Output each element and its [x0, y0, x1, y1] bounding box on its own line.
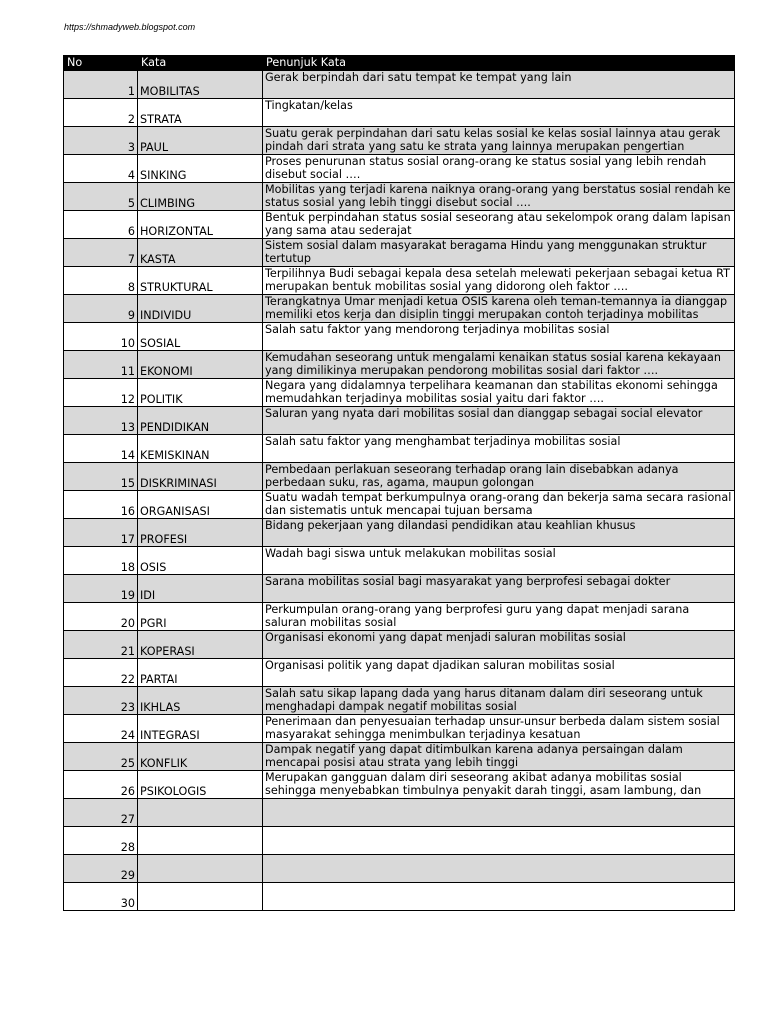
clue-cell	[263, 127, 735, 155]
clue-cell	[263, 883, 735, 911]
table-row	[64, 183, 735, 211]
table-row	[64, 407, 735, 435]
word-cell: SOSIAL	[138, 323, 263, 351]
clue-cell	[263, 211, 735, 239]
clue-cell	[263, 855, 735, 883]
word-cell: IDI	[138, 575, 263, 603]
clue-cell	[263, 183, 735, 211]
clue-cell	[263, 603, 735, 631]
word-cell: DISKRIMINASI	[138, 463, 263, 491]
row-number: 6	[64, 211, 138, 239]
clue-text: Sistem sosial dalam masyarakat beragama Hindu yang menggunakan struktur tertutup	[265, 239, 707, 265]
word-cell: PENDIDIKAN	[138, 407, 263, 435]
column-header-clue: Penunjuk Kata	[263, 56, 735, 71]
row-number: 13	[64, 407, 138, 435]
column-header-no: No	[64, 56, 138, 71]
clue-text: Terpilihnya Budi sebagai kepala desa setelah melewati pekerjaan sebagai ketua RT merupakan bentuk mobilitas sosial yang didorong oleh faktor ….	[265, 267, 730, 293]
row-number: 9	[64, 295, 138, 323]
clue-cell	[263, 659, 735, 687]
clue-text	[265, 799, 732, 826]
table-row	[64, 743, 735, 771]
clue-text	[265, 883, 732, 910]
word-cell: HORIZONTAL	[138, 211, 263, 239]
word-cell: KONFLIK	[138, 743, 263, 771]
word-cell: EKONOMI	[138, 351, 263, 379]
clue-text: Salah satu sikap lapang dada yang harus ditanam dalam diri seseorang untuk menghadapi dampak negatif mobilitas sosial	[265, 687, 703, 713]
clue-text: Bidang pekerjaan yang dilandasi pendidikan atau keahlian khusus	[265, 519, 636, 532]
clue-text: Salah satu faktor yang menghambat terjadinya mobilitas sosial	[265, 435, 621, 448]
table-row	[64, 715, 735, 743]
row-number: 29	[64, 855, 138, 883]
word-cell: STRUKTURAL	[138, 267, 263, 295]
clue-text: Negara yang didalamnya terpelihara keamanan dan stabilitas ekonomi sehingga memudahkan terjadinya mobilitas sosial yaitu dari faktor ….	[265, 379, 718, 405]
table-header-row	[64, 56, 735, 71]
row-number: 26	[64, 771, 138, 799]
table-row	[64, 687, 735, 715]
clue-cell	[263, 575, 735, 603]
table-row	[64, 547, 735, 575]
clue-cell	[263, 267, 735, 295]
row-number: 12	[64, 379, 138, 407]
row-number: 21	[64, 631, 138, 659]
clue-cell	[263, 631, 735, 659]
row-number: 4	[64, 155, 138, 183]
clue-cell	[263, 379, 735, 407]
row-number: 24	[64, 715, 138, 743]
row-number: 23	[64, 687, 138, 715]
clue-cell	[263, 323, 735, 351]
table-row	[64, 659, 735, 687]
clue-text: Perkumpulan orang-orang yang berprofesi guru yang dapat menjadi sarana saluran mobilitas sosial	[265, 603, 690, 629]
table-row	[64, 155, 735, 183]
table-row	[64, 827, 735, 855]
row-number: 28	[64, 827, 138, 855]
clue-cell	[263, 435, 735, 463]
row-number: 22	[64, 659, 138, 687]
clue-text: Merupakan gangguan dalam diri seseorang akibat adanya mobilitas sosial sehingga menyebabkan timbulnya penyakit darah tinggi, asam lambung, dan	[265, 771, 702, 797]
row-number: 27	[64, 799, 138, 827]
word-cell: INTEGRASI	[138, 715, 263, 743]
clue-cell	[263, 743, 735, 771]
table-row	[64, 127, 735, 155]
row-number: 8	[64, 267, 138, 295]
clue-cell	[263, 827, 735, 855]
row-number: 7	[64, 239, 138, 267]
table-row	[64, 883, 735, 911]
clue-text: Mobilitas yang terjadi karena naiknya orang-orang yang berstatus sosial rendah ke status sosial yang lebih tinggi disebut social ….	[265, 183, 731, 209]
clue-text: Tingkatan/kelas	[265, 99, 353, 112]
clue-cell	[263, 491, 735, 519]
table-row	[64, 799, 735, 827]
clue-cell	[263, 463, 735, 491]
clue-text: Kemudahan seseorang untuk mengalami kenaikan status sosial karena kekayaan yang dimilikinya merupakan pendorong mobilitas sosial dari faktor ….	[265, 351, 721, 377]
word-cell: POLITIK	[138, 379, 263, 407]
table-row	[64, 575, 735, 603]
table-row	[64, 603, 735, 631]
word-cell: IKHLAS	[138, 687, 263, 715]
clue-cell	[263, 71, 735, 99]
vocabulary-table	[63, 55, 735, 911]
clue-text: Penerimaan dan penyesuaian terhadap unsur-unsur berbeda dalam sistem sosial masyarakat sehingga menimbulkan terjadinya kesatuan	[265, 715, 720, 741]
clue-cell	[263, 687, 735, 715]
table-row	[64, 323, 735, 351]
row-number: 30	[64, 883, 138, 911]
table-row	[64, 463, 735, 491]
row-number: 25	[64, 743, 138, 771]
row-number: 3	[64, 127, 138, 155]
clue-text: Bentuk perpindahan status sosial seseorang atau sekelompok orang dalam lapisan yang sama atau sederajat	[265, 211, 731, 237]
clue-text: Gerak berpindah dari satu tempat ke tempat yang lain	[265, 71, 572, 84]
row-number: 15	[64, 463, 138, 491]
word-cell: INDIVIDU	[138, 295, 263, 323]
table-row	[64, 295, 735, 323]
row-number: 18	[64, 547, 138, 575]
word-cell: PSIKOLOGIS	[138, 771, 263, 799]
clue-cell	[263, 407, 735, 435]
word-cell: KASTA	[138, 239, 263, 267]
word-cell	[138, 855, 263, 883]
row-number: 20	[64, 603, 138, 631]
clue-cell	[263, 715, 735, 743]
table-row	[64, 771, 735, 799]
row-number: 1	[64, 71, 138, 99]
row-number: 17	[64, 519, 138, 547]
word-cell: STRATA	[138, 99, 263, 127]
row-number: 5	[64, 183, 138, 211]
table-row	[64, 99, 735, 127]
clue-cell	[263, 99, 735, 127]
clue-text: Sarana mobilitas sosial bagi masyarakat yang berprofesi sebagai dokter	[265, 575, 671, 588]
table-row	[64, 631, 735, 659]
word-cell: SINKING	[138, 155, 263, 183]
clue-text: Dampak negatif yang dapat ditimbulkan karena adanya persaingan dalam mencapai posisi atau strata yang lebih tinggi	[265, 743, 683, 769]
table-row	[64, 211, 735, 239]
word-cell: KEMISKINAN	[138, 435, 263, 463]
clue-text: Organisasi politik yang dapat djadikan saluran mobilitas sosial	[265, 659, 615, 672]
table-row	[64, 491, 735, 519]
word-cell: PGRI	[138, 603, 263, 631]
table-row	[64, 267, 735, 295]
table-row	[64, 855, 735, 883]
word-cell: CLIMBING	[138, 183, 263, 211]
clue-cell	[263, 351, 735, 379]
table-row	[64, 379, 735, 407]
word-cell	[138, 827, 263, 855]
word-cell: PAUL	[138, 127, 263, 155]
word-cell: MOBILITAS	[138, 71, 263, 99]
word-cell	[138, 799, 263, 827]
clue-cell	[263, 519, 735, 547]
word-cell	[138, 883, 263, 911]
clue-text: Wadah bagi siswa untuk melakukan mobilitas sosial	[265, 547, 556, 560]
clue-text: Suatu wadah tempat berkumpulnya orang-orang dan bekerja sama secara rasional dan sistematis untuk mencapai tujuan bersama	[265, 491, 732, 517]
word-cell: PARTAI	[138, 659, 263, 687]
clue-text: Saluran yang nyata dari mobilitas sosial dan dianggap sebagai social elevator	[265, 407, 703, 420]
clue-text	[265, 855, 732, 882]
row-number: 19	[64, 575, 138, 603]
table-row	[64, 71, 735, 99]
word-cell: OSIS	[138, 547, 263, 575]
clue-text: Organisasi ekonomi yang dapat menjadi saluran mobilitas sosial	[265, 631, 626, 644]
row-number: 16	[64, 491, 138, 519]
table-body	[64, 71, 735, 911]
word-cell: ORGANISASI	[138, 491, 263, 519]
clue-cell	[263, 155, 735, 183]
table-row	[64, 435, 735, 463]
clue-cell	[263, 295, 735, 323]
word-cell: PROFESI	[138, 519, 263, 547]
row-number: 10	[64, 323, 138, 351]
table-row	[64, 519, 735, 547]
row-number: 14	[64, 435, 138, 463]
table-row	[64, 351, 735, 379]
row-number: 11	[64, 351, 138, 379]
column-header-kata: Kata	[138, 56, 263, 71]
clue-text: Salah satu faktor yang mendorong terjadinya mobilitas sosial	[265, 323, 610, 336]
clue-text: Pembedaan perlakuan seseorang terhadap orang lain disebabkan adanya perbedaan suku, ras, agama, maupun golongan	[265, 463, 679, 489]
clue-cell	[263, 239, 735, 267]
clue-text	[265, 827, 732, 854]
clue-text: Suatu gerak perpindahan dari satu kelas sosial ke kelas sosial lainnya atau gerak pindah dari strata yang satu ke strata yang lainnya merupakan pengertian	[265, 127, 721, 153]
clue-text: Proses penurunan status sosial orang-orang ke status sosial yang lebih rendah disebut social ….	[265, 155, 707, 181]
clue-cell	[263, 799, 735, 827]
clue-text: Terangkatnya Umar menjadi ketua OSIS karena oleh teman-temannya ia dianggap memiliki etos kerja dan disiplin tinggi merupakan contoh terjadinya mobilitas	[265, 295, 728, 321]
clue-cell	[263, 771, 735, 799]
row-number: 2	[64, 99, 138, 127]
clue-cell	[263, 547, 735, 575]
source-url: https://shmadyweb.blogspot.com	[64, 22, 196, 32]
table-row	[64, 239, 735, 267]
word-cell: KOPERASI	[138, 631, 263, 659]
